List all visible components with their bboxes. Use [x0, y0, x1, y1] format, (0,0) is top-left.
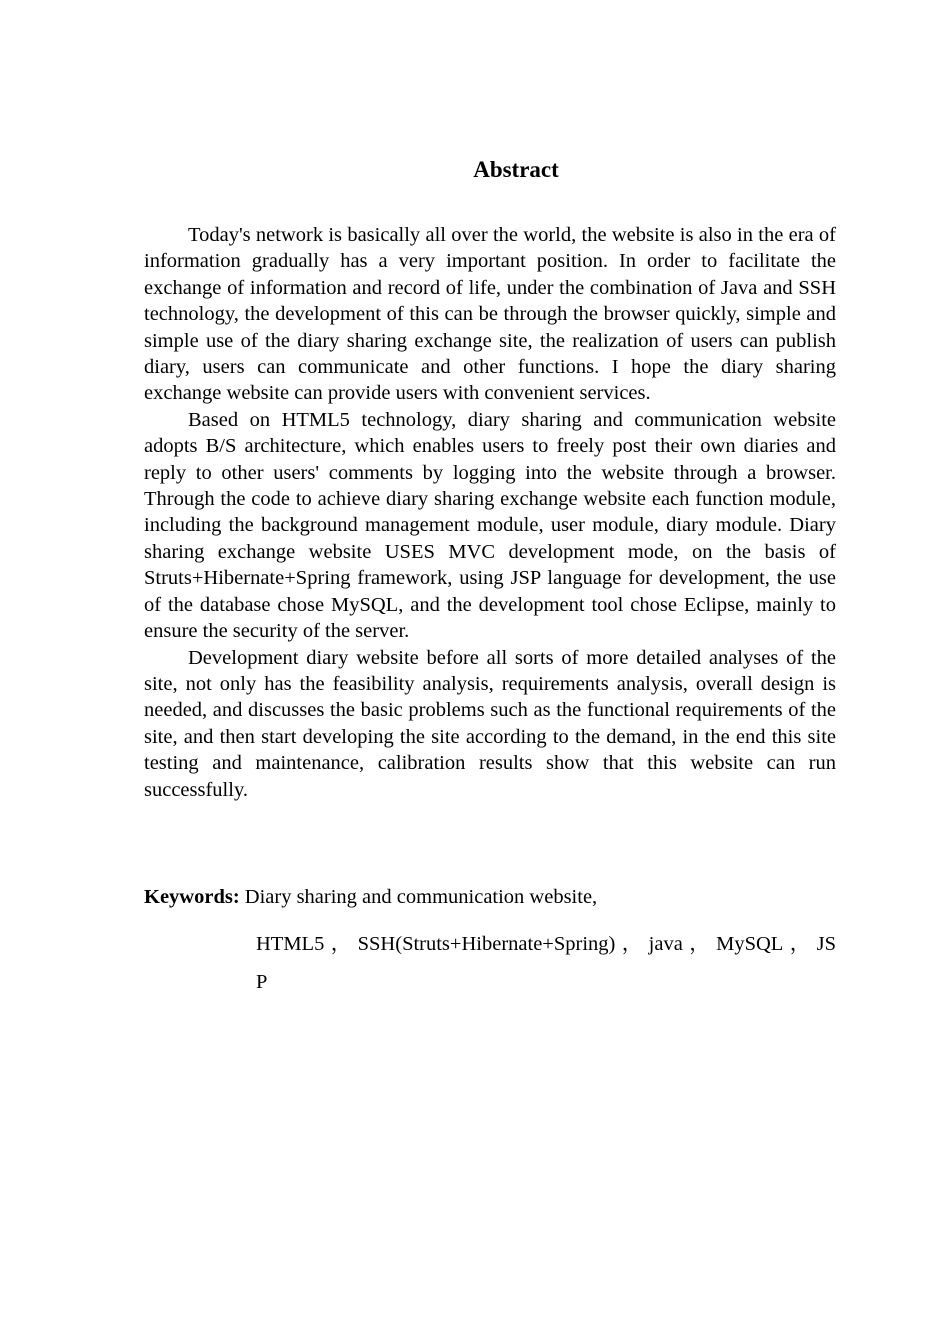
keywords-second-line: HTML5，SSH(Struts+Hibernate+Spring)，java，MySQL，JS — [256, 933, 836, 955]
keywords-list — [256, 925, 836, 1001]
keywords-line — [144, 884, 836, 910]
keywords-first-line: Diary sharing and communication website, — [244, 886, 598, 908]
abstract-paragraph-2: Based on HTML5 technology, diary sharing and communication website adopts B/S architecture, which enables users to freely post their own diaries and reply to other users' comments by logging into the website through a browser. Through the code to achieve diary sharing exchange website each function module, including the background management module, user module, diary module. Diary sharing exchange website USES MVC development mode, on the basis of Struts+Hibernate+Spring framework, using JSP language for development, the use of the database chose MySQL, and the development tool chose Eclipse, mainly to ensure the security of the server. — [144, 408, 836, 643]
abstract-body — [144, 222, 836, 803]
keywords-label: Keywords: — [144, 886, 240, 908]
keywords-third-line: P — [256, 971, 268, 993]
abstract-paragraph-1: Today's network is basically all over the world, the website is also in the era of information gradually has a very important position. In order to facilitate the exchange of information and record of life, under the combination of Java and SSH technology, the development of this can be through the browser quickly, simple and simple use of the diary sharing exchange site, the realization of users can publish diary, users can communicate and other functions. I hope the diary sharing exchange website can provide users with convenient services. — [144, 224, 836, 405]
abstract-paragraph-3: Development diary website before all sorts of more detailed analyses of the site, not only has the feasibility analysis, requirements analysis, overall design is needed, and discusses the basic problems such as the functional requirements of the site, and then start developing the site according to the demand, in the end this site testing and maintenance, calibration results show that this website can run successfully. — [144, 646, 836, 801]
abstract-title: Abstract — [473, 157, 559, 182]
